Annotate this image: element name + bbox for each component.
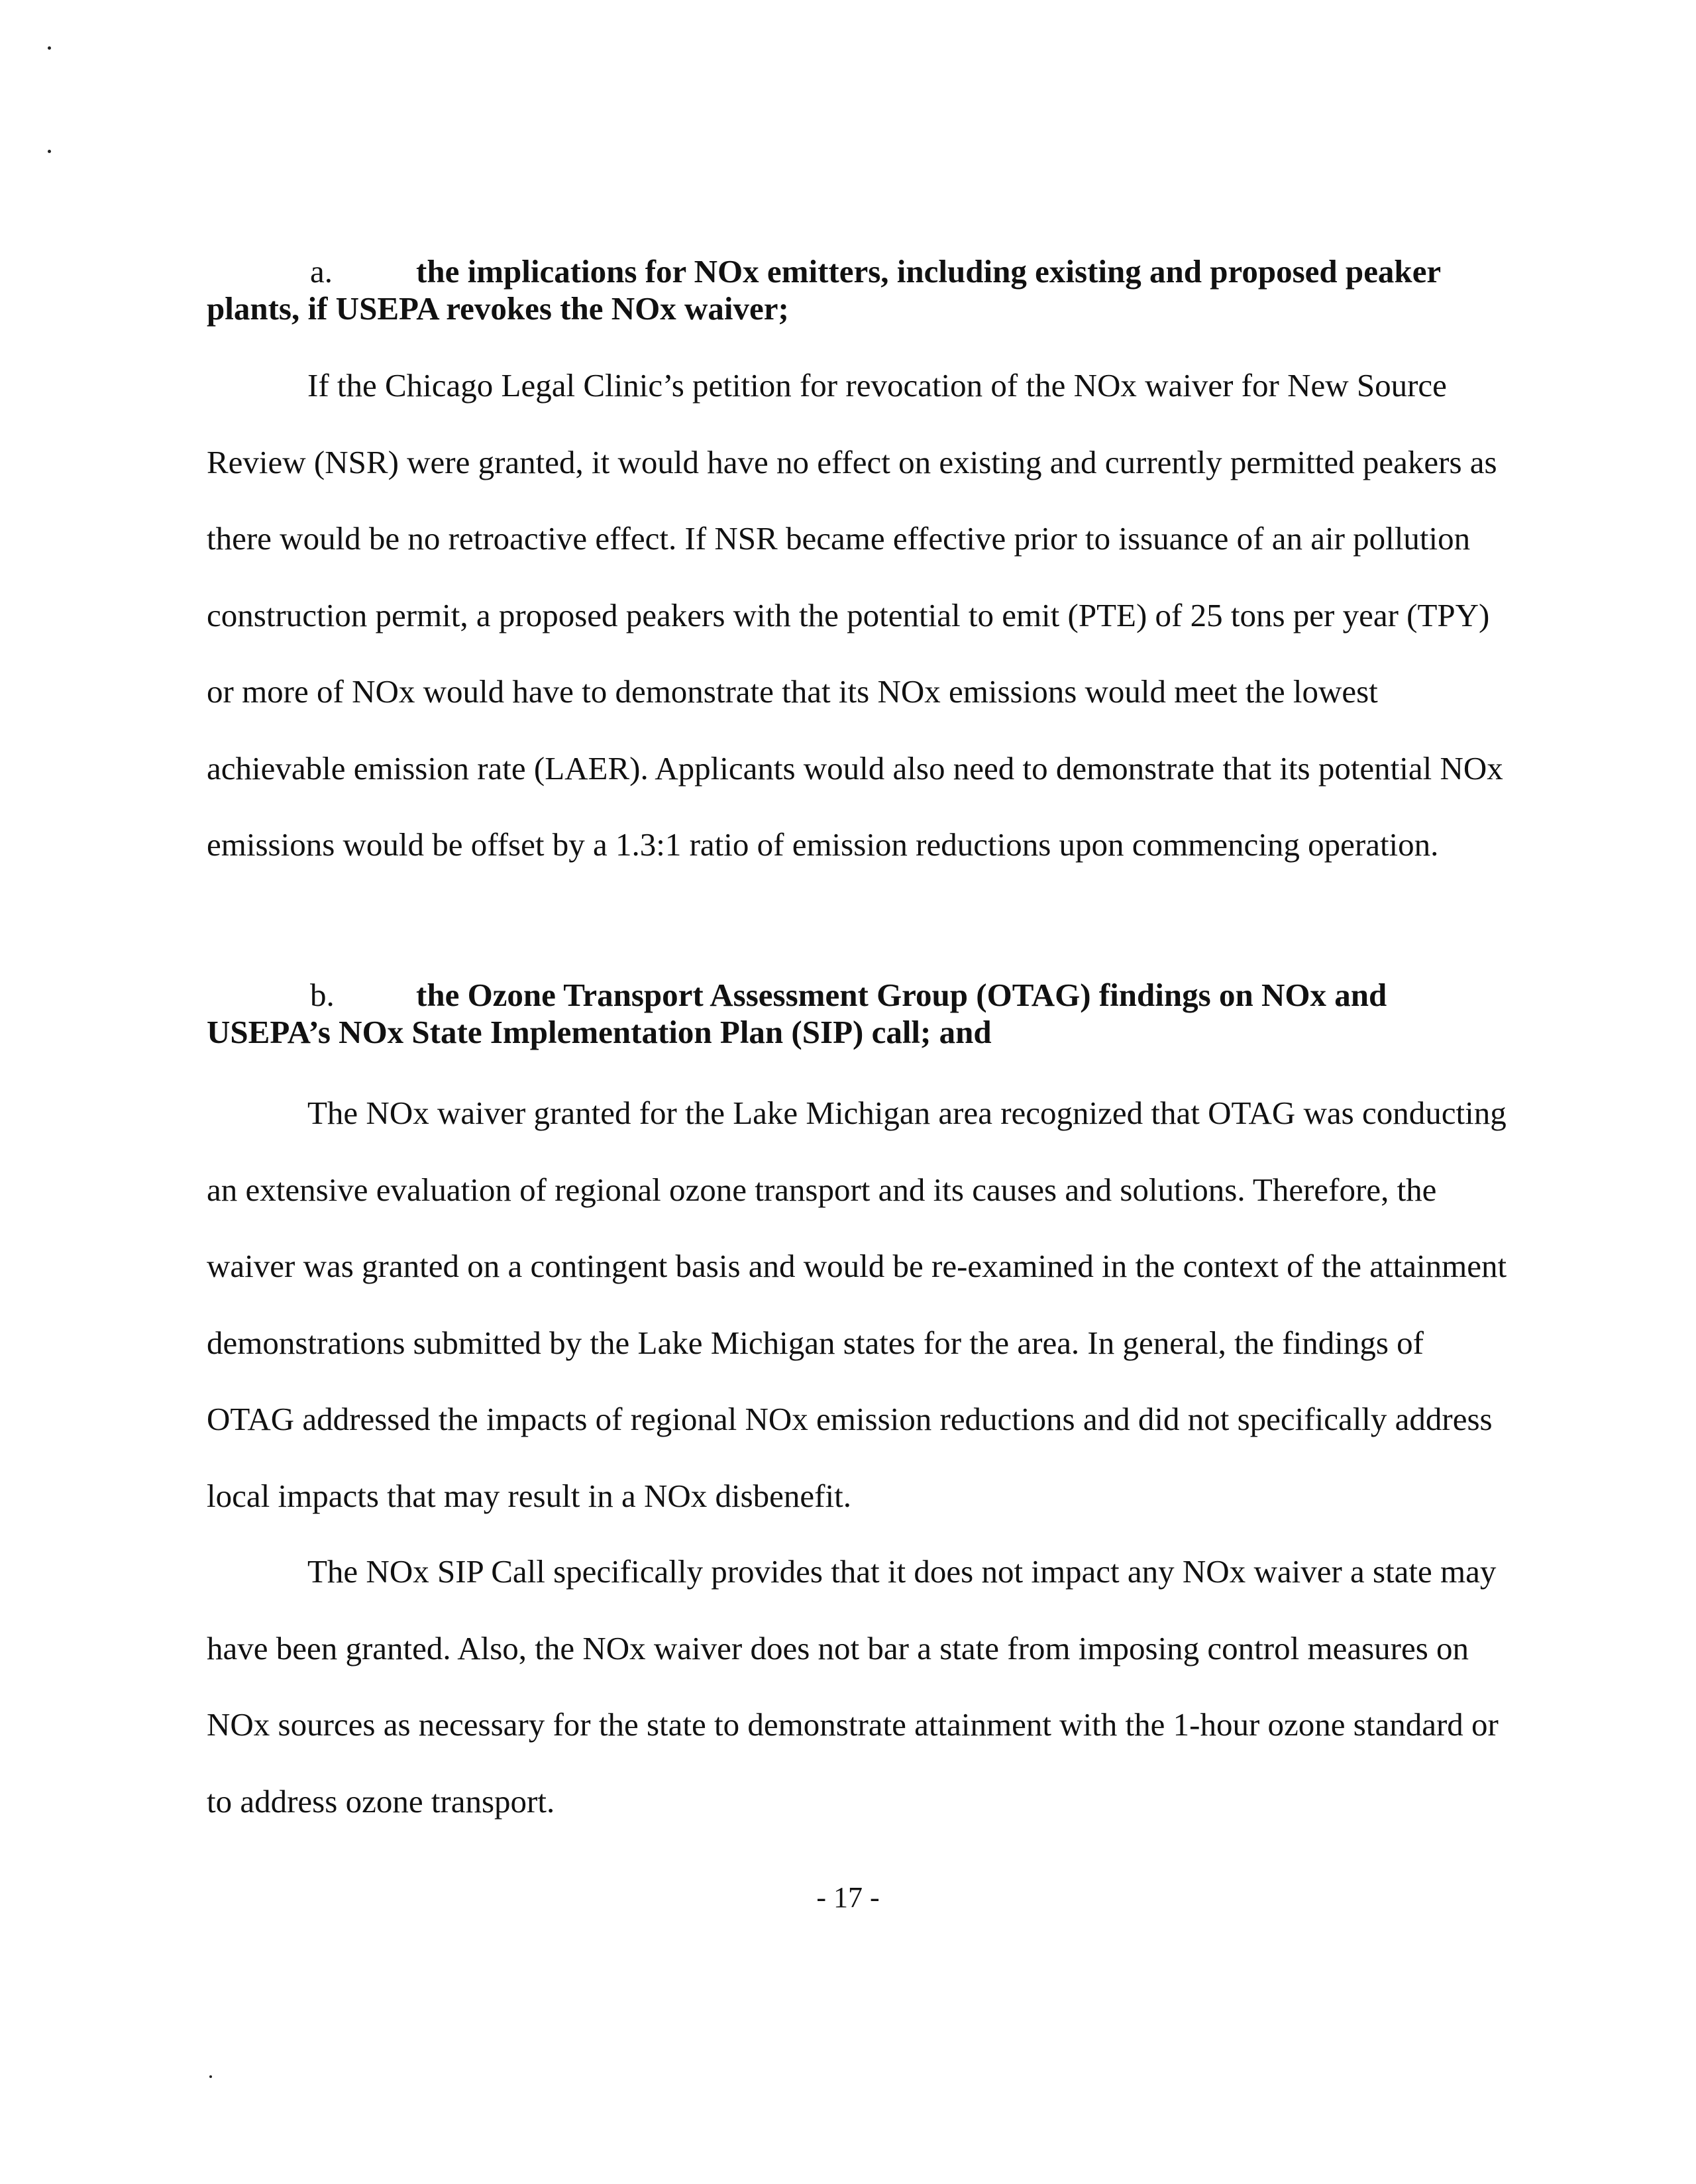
scan-speck [48, 46, 51, 50]
section-b-paragraph-1 [207, 1075, 1518, 1534]
section-a-heading [207, 253, 1518, 327]
scan-speck [48, 150, 51, 153]
section-a-marker: a. [310, 253, 333, 290]
section-b-paragraph-1-text: The NOx waiver granted for the Lake Michigan area recognized that OTAG was conducting an extensive evaluation of regional ozone transport and its causes and solutions. Therefore, the waiver was granted on a contingent basis and would be re-examined in the context of the attainment demonstrations submitted by the Lake Michigan states for the area. In general, the findings of OTAG addressed the impacts of regional NOx emission reductions and did not specifically address local impacts that may result in a NOx disbenefit. [207, 1095, 1507, 1514]
section-a-paragraph-text: If the Chicago Legal Clinic’s petition for revocation of the NOx waiver for New Source Review (NSR) were granted, it would have no effect on existing and currently permitted peakers as there would be no retroactive effect. If NSR became effective prior to issuance of an air pollution construction permit, a proposed peakers with the potential to emit (PTE) of 25 tons per year (TPY) or more of NOx would have to demonstrate that its NOx emissions would meet the lowest achievable emission rate (LAER). Applicants would also need to demonstrate that its potential NOx emissions would be offset by a 1.3:1 ratio of emission reductions upon commencing operation. [207, 367, 1503, 863]
section-b-paragraph-2-text: The NOx SIP Call specifically provides that it does not impact any NOx waiver a state may have been granted. Also, the NOx waiver does not bar a state from imposing control measures on NOx sources as necessary for the state to demonstrate attainment with the 1-hour ozone standard or to address ozone transport. [207, 1553, 1499, 1820]
scan-speck [209, 2075, 212, 2078]
section-b-heading-text: the Ozone Transport Assessment Group (OTAG) findings on NOx and USEPA’s NOx State Implementation Plan (SIP) call; and [207, 977, 1387, 1050]
section-b-heading [207, 977, 1518, 1051]
page-number: - 17 - [816, 1881, 880, 1914]
section-b-marker: b. [310, 977, 335, 1013]
section-a-heading-text: the implications for NOx emitters, including existing and proposed peaker plants, if USEPA revokes the NOx waiver; [207, 253, 1441, 327]
section-b-paragraph-2 [207, 1533, 1518, 1839]
section-a-paragraph [207, 347, 1518, 883]
